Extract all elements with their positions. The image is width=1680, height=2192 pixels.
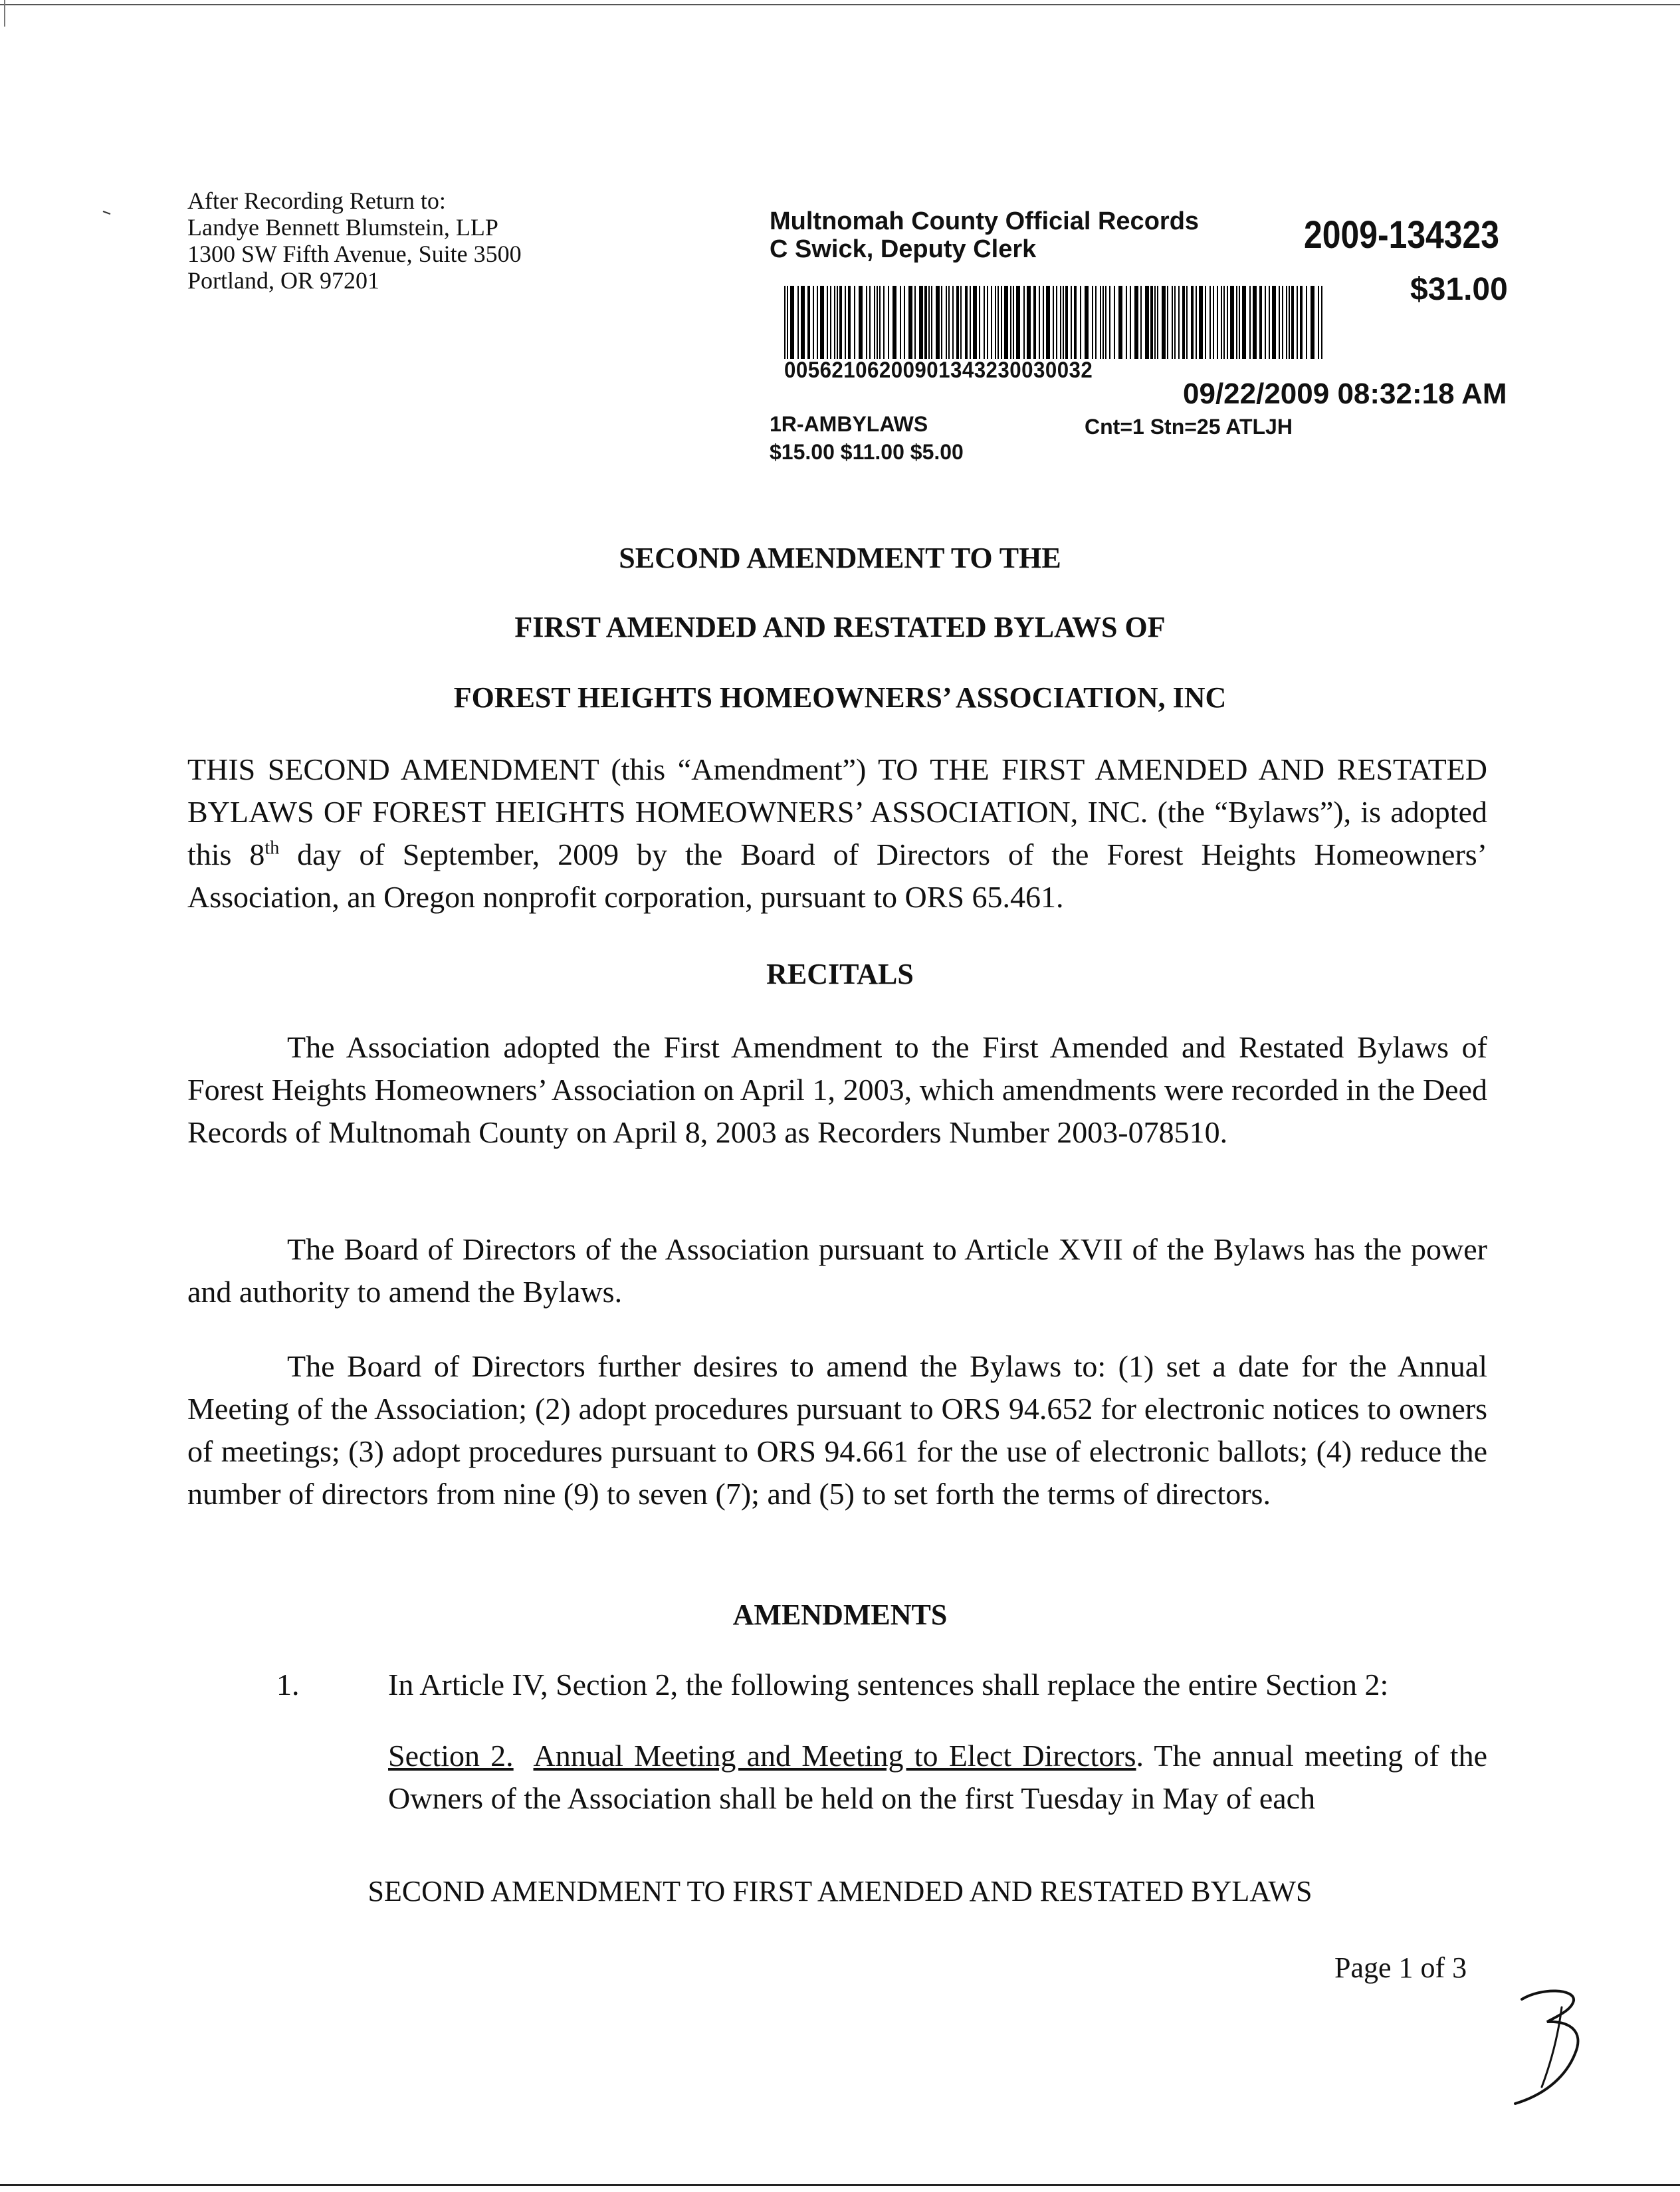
barcode-bar [1105,286,1106,359]
barcode-bar [1186,286,1188,359]
barcode-bar [1145,286,1149,359]
barcode-bar [892,286,896,359]
barcode-bar [1046,286,1050,359]
barcode-bar [931,286,932,359]
barcode-bar [1092,286,1093,359]
barcode-bar [936,286,940,359]
footer-title: SECOND AMENDMENT TO FIRST AMENDED AND RESTATED BYLAWS [368,1875,1312,1908]
barcode-bar [1162,286,1166,359]
amendment-item-text: In Article IV, Section 2, the following sentences shall replace the entire Section 2: [388,1668,1389,1701]
barcode-bar [1297,286,1298,359]
return-city: Portland, OR 97201 [187,267,380,294]
barcode-bar [900,286,901,359]
title-line-3: FOREST HEIGHTS HOMEOWNERS’ ASSOCIATION, INC [453,681,1227,714]
barcode-bar [1074,286,1077,359]
barcode-bar [1010,286,1011,359]
barcode-bar [970,286,971,359]
scan-border-bottom [0,2184,1680,2186]
barcode-bar [1191,286,1194,359]
barcode-bar [1318,286,1319,359]
barcode-bar [995,286,996,359]
barcode-bar [1016,286,1020,359]
barcode-bar [807,286,810,359]
barcode-bar [1043,286,1044,359]
barcode-bar [952,286,954,359]
barcode-bar [820,286,824,359]
intro-text-2: day of September, 2009 by the Board of Directors of the Forest Heights Homeowners’ Association, an Oregon nonprofit corporation, pursuant to ORS 65.461. [187,837,1487,914]
barcode-bar [1265,286,1266,359]
barcode-bar [1134,286,1138,359]
barcode-bar [1013,286,1014,359]
barcode-bar [1150,286,1153,359]
section-text: . The annual meeting of the Owners of the Association shall be held on the first Tuesday in May of each [388,1739,1487,1815]
barcode-bar [1321,286,1322,359]
recital-paragraph-3: The Board of Directors further desires to amend the Bylaws to: (1) set a date for the Annual Meeting of the Association; (2) adopt procedures pursuant to ORS 94.652 for electronic notices to owners of meetings; (3) adopt procedures pursuant to ORS 94.661 for the use of electronic ballots; (4) reduce the number of directors from nine (9) to seven (7); and (5) to set forth the terms of directors. [187,1349,1487,1511]
fee-breakdown: $15.00 $11.00 $5.00 [770,440,964,464]
barcode-bar [845,286,846,359]
barcode-bar [1272,286,1276,359]
barcode-bar [1230,286,1234,359]
barcode-bar [941,286,942,359]
barcode-bar [877,286,878,359]
barcode-bar [904,286,905,359]
barcode-bar [1140,286,1142,359]
barcode-bar [859,286,863,359]
barcode-digits: 00562106200901343230030032 [784,358,1093,383]
return-address-block [187,187,522,294]
barcode-bar [1004,286,1008,359]
recitals-heading: RECITALS [766,958,914,990]
barcode-bar [784,286,786,359]
barcode-bar [1167,286,1168,359]
barcode-bar [1213,286,1214,359]
recording-header [770,207,1199,263]
barcode-bar [883,286,885,359]
barcode-bar [1242,286,1246,359]
barcode-bar [1178,286,1180,359]
barcode-bar [1182,286,1185,359]
title-line-1: SECOND AMENDMENT TO THE [619,542,1061,574]
barcode-bar [1130,286,1131,359]
barcode-bar [1023,286,1025,359]
recording-number: 2009-134323 [1304,213,1500,257]
barcode-bar [1311,286,1314,359]
barcode-bar [1039,286,1040,359]
barcode-bar [948,286,950,359]
total-fee: $31.00 [1410,272,1508,307]
page-number: Page 1 of 3 [1334,1951,1467,1984]
barcode-bar [1227,286,1228,359]
barcode-bar [1286,286,1287,359]
barcode-bar [888,286,889,359]
barcode-bar [928,286,930,359]
barcode-bar [1001,286,1002,359]
barcode-bar [914,286,916,359]
barcode-bar [827,286,828,359]
barcode-bar [801,286,805,359]
barcode-bar [1236,286,1237,359]
barcode-bar [956,286,959,359]
intro-superscript: th [264,837,280,859]
recital-paragraph-2: The Board of Directors of the Association pursuant to Article XVII of the Bylaws has the power and authority to amend the Bylaws. [187,1232,1487,1309]
barcode-bar [908,286,912,359]
barcode-bar [1085,286,1089,359]
barcode-bar [1065,286,1068,359]
barcode-bar [837,286,838,359]
scan-border-top [0,4,1680,5]
barcode-bar [919,286,923,359]
barcode-bar [1217,286,1218,359]
barcode-bar [998,286,999,359]
recording-office: Multnomah County Official Records [770,207,1200,235]
section-2-paragraph [388,1735,1487,1820]
barcode-bar [1053,286,1054,359]
barcode-bar [787,286,788,359]
barcode-bar [1282,286,1283,359]
barcode-bar [1080,286,1081,359]
barcode-bar [984,286,985,359]
barcode-bar [854,286,855,359]
barcode-bar [1259,286,1262,359]
return-firm: Landye Bennett Blumstein, LLP [187,214,498,241]
barcode-bar [848,286,851,359]
barcode-bar [797,286,799,359]
barcode-bar [813,286,814,359]
barcode-bar [1157,286,1158,359]
intro-paragraph [187,748,1487,919]
recording-datetime: 09/22/2009 08:32:18 AM [1183,378,1507,410]
barcode-bar [1154,286,1156,359]
barcode-bar [1306,286,1307,359]
barcode-bar [1209,286,1211,359]
barcode-bar [1196,286,1197,359]
barcode-bar [960,286,962,359]
barcode-bar [1102,286,1104,359]
barcode-bar [1027,286,1031,359]
barcode-bar [1100,286,1101,359]
intro-text-1: THIS SECOND AMENDMENT (this “Amendment”) TO THE FIRST AMENDED AND RESTATED BYLAWS OF FOREST HEIGHTS HOMEOWNERS’ ASSOCIATION, INC. (the “Bylaws”), is adopted this 8 [187,752,1487,871]
barcode-bar [965,286,968,359]
barcode-bar [979,286,980,359]
barcode-bar [1033,286,1036,359]
scan-border-left [4,0,5,27]
barcode-bar [866,286,867,359]
barcode-bar [1279,286,1280,359]
barcode-bar [991,286,992,359]
barcode-bar [1118,286,1122,359]
barcode-bar [1126,286,1127,359]
handwritten-initials-signature [1495,1981,1602,2114]
amendment-item-number: 1. [276,1668,300,1701]
section-title: Annual Meeting and Meeting to Elect Directors [533,1739,1136,1773]
station-info: Cnt=1 Stn=25 ATLJH [1085,415,1293,439]
barcode-bar [1095,286,1097,359]
barcode-bar [817,286,818,359]
barcode-bar [790,286,794,359]
barcode-bar [1269,286,1270,359]
barcode-bar [924,286,927,359]
barcode-bar [1239,286,1240,359]
barcode-bar [879,286,881,359]
barcode-bar [1199,286,1203,359]
section-label: Section 2. [388,1739,514,1773]
barcode-bar [1056,286,1057,359]
barcode-bar [946,286,947,359]
barcode-bar [839,286,842,359]
barcode-bar [869,286,871,359]
barcode-bar [973,286,977,359]
barcode-bar [874,286,875,359]
barcode-bar [1205,286,1206,359]
document-type: 1R-AMBYLAWS [770,412,928,436]
recital-paragraph-1: The Association adopted the First Amendment to the First Amended and Restated Bylaws of Forest Heights Homeowners’ Association on April 1, 2003, which amendments were recorded in the Deed Records of Multnomah County on April 8, 2003 as Recorders Number 2003-078510. [187,1030,1487,1149]
barcode-bar [1063,286,1064,359]
return-heading: After Recording Return to: [187,187,446,214]
barcode-image [784,286,1326,359]
barcode-bar [1291,286,1294,359]
return-street: 1300 SW Fifth Avenue, Suite 3500 [187,241,522,267]
barcode-bar [987,286,988,359]
scan-mark [102,210,112,215]
barcode-bar [830,286,831,359]
barcode-bar [1109,286,1110,359]
recording-clerk: C Swick, Deputy Clerk [770,235,1037,263]
barcode-bar [1300,286,1303,359]
barcode-bar [1249,286,1251,359]
barcode-bar [1174,286,1176,359]
barcode-bar [834,286,835,359]
barcode-bar [1114,286,1115,359]
barcode-bar [1071,286,1072,359]
barcode-bar [1221,286,1222,359]
barcode-bar [1172,286,1173,359]
barcode-bar [1223,286,1225,359]
barcode-bar [1060,286,1061,359]
title-line-2: FIRST AMENDED AND RESTATED BYLAWS OF [514,611,1166,643]
barcode-bar [1289,286,1290,359]
amendments-heading: AMENDMENTS [732,1598,948,1631]
barcode-bar [1253,286,1257,359]
